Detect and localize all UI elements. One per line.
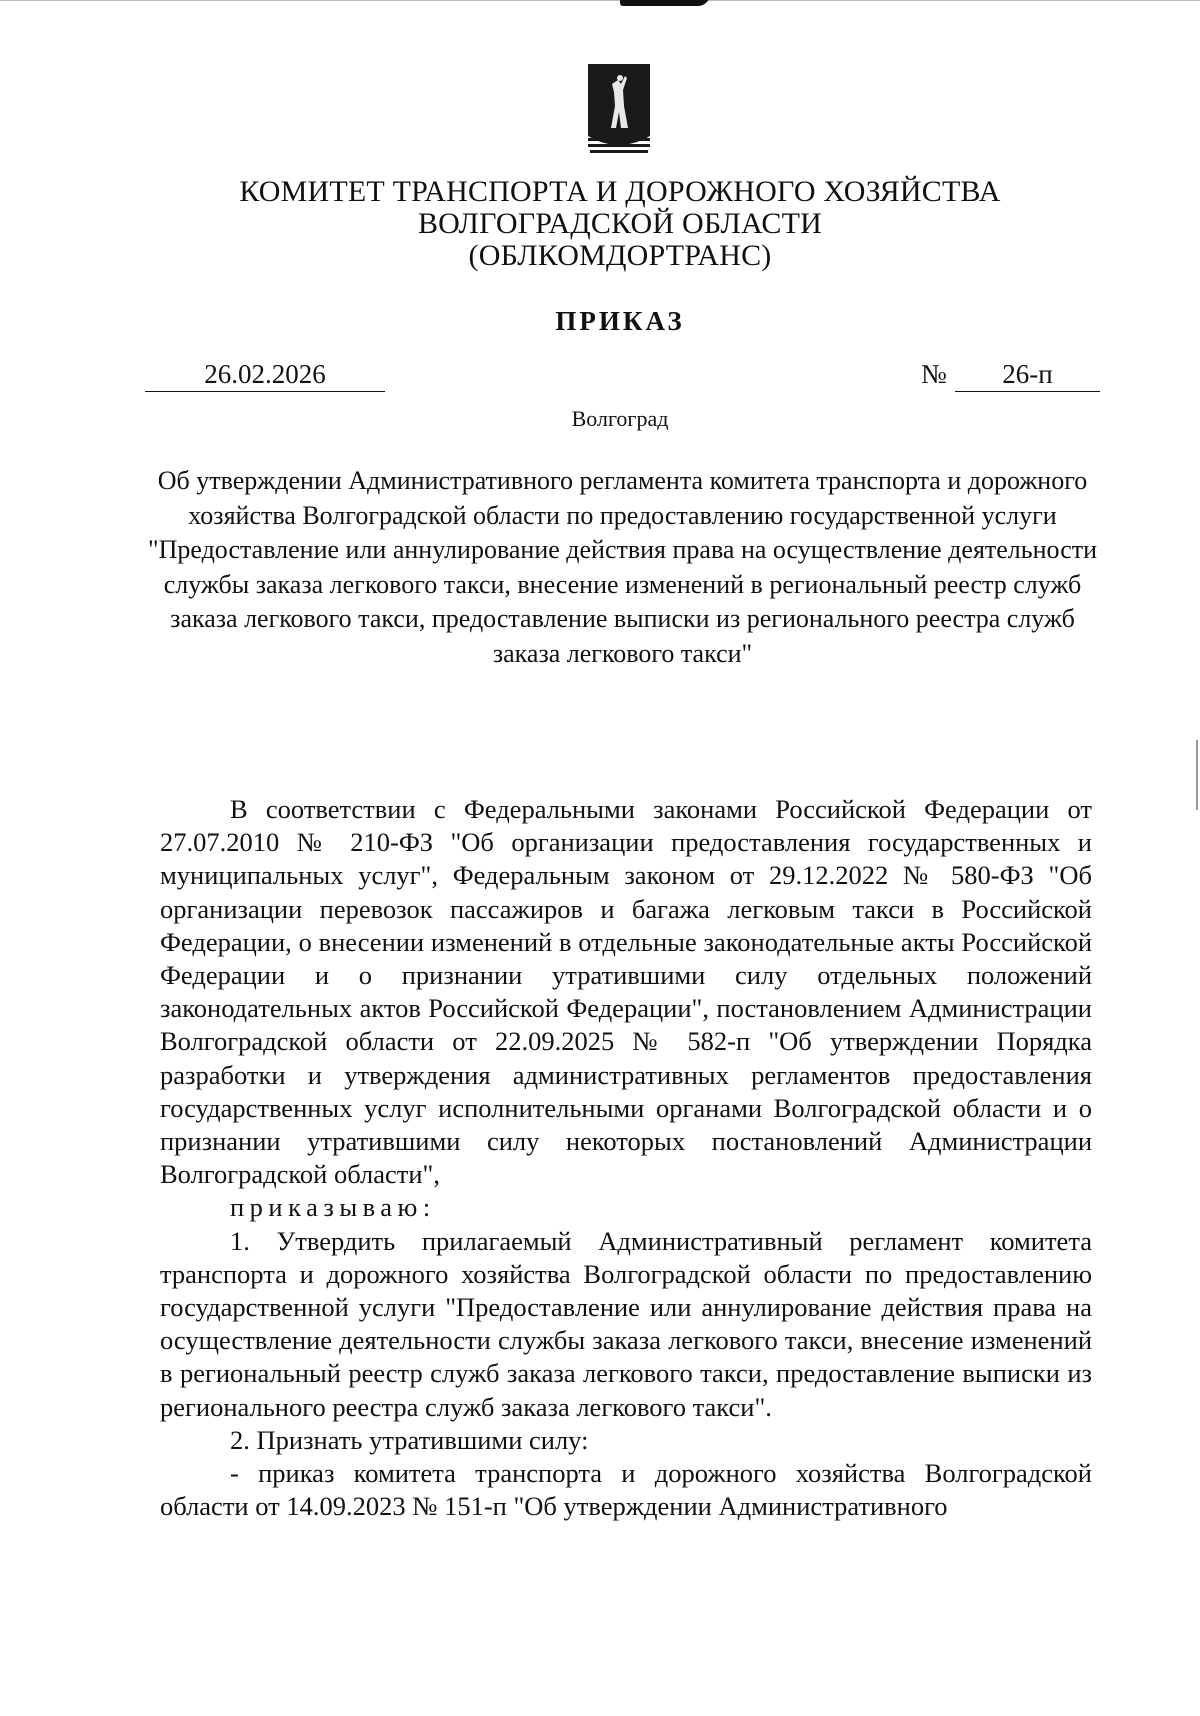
order-body <box>160 793 1092 1523</box>
scan-top-line <box>0 0 1200 1</box>
issuer-header <box>0 176 1200 272</box>
number-sign: № <box>921 359 947 389</box>
issuer-name-line2: ВОЛГОГРАДСКОЙ ОБЛАСТИ <box>417 207 823 240</box>
issuer-name-line1: КОМИТЕТ ТРАНСПОРТА И ДОРОЖНОГО ХОЗЯЙСТВА <box>239 175 1001 208</box>
item-1-paragraph: 1. Утвердить прилагаемый Административный регламент комитета транспорта и дорожного хозяйства Волгоградской области по предоставлению государственной услуги "Предоставление или аннулирование действия права на осуществление деятельности службы заказа легкового такси, внесение изменений в региональный реестр служб заказа легкового такси, предоставление выписки из регионального реестра служб заказа легкового такси". <box>160 1225 1092 1422</box>
document-title: ПРИКАЗ <box>555 306 685 336</box>
order-word: приказываю: <box>230 1192 436 1223</box>
preamble-paragraph: В соответствии с Федеральными законами Российской Федерации от 27.07.2010 № 210-ФЗ "Об организации предоставления государственных и муниципальных услуг", Федеральным законом от 29.12.2022 № 580-ФЗ "Об организации перевозок пассажиров и багажа легковым такси в Российской Федерации, о внесении изменений в отдельные законодательные акты Российской Федерации и о признании утратившими силу отдельных положений законодательных актов Российской Федерации", постановлением Администрации Волгоградской области от 22.09.2025 № 582-п "Об утверждении Порядка разработки и утверждения административных регламентов предоставления государственных услуг исполнительными органами Волгоградской области и о признании утратившими силу некоторых постановлений Администрации Волгоградской области", <box>160 794 1092 1190</box>
city-name: Волгоград <box>571 406 669 431</box>
scan-edge-mark <box>1196 740 1198 810</box>
item-2-subitem-1: - приказ комитета транспорта и дорожного хозяйства Волгоградской области от 14.09.2023 № 151-п "Об утверждении Административного <box>160 1458 1092 1522</box>
order-number: 26-п <box>955 357 1100 392</box>
item-2-paragraph: 2. Признать утратившими силу: <box>230 1424 589 1455</box>
scan-artifact <box>620 0 710 6</box>
volgograd-emblem-icon <box>578 62 660 156</box>
issuer-abbreviation: (ОБЛКОМДОРТРАНС) <box>468 239 772 272</box>
order-date: 26.02.2026 <box>145 357 385 392</box>
order-subject: Об утверждении Административного регламента комитета транспорта и дорожного хозяйства Волгоградской области по предоставлению государственной услуги "Предоставление или аннулирование действия права на осуществление деятельности службы заказа легкового такси, внесение изменений в региональный реестр служб заказа легкового такси, предоставление выписки из регионального реестра служб заказа легкового такси" <box>147 466 1098 668</box>
